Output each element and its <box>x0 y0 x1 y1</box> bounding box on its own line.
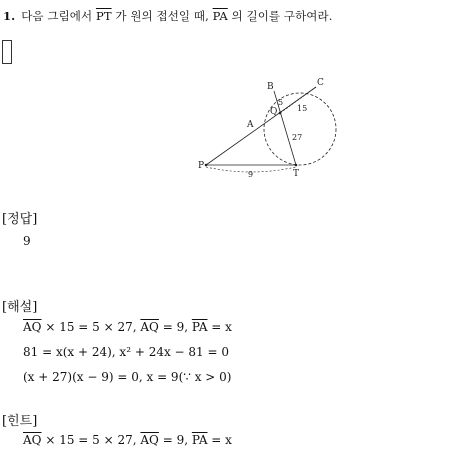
label-t: T <box>293 169 300 179</box>
answer-title: [정답] <box>2 212 38 227</box>
secant-pc <box>206 87 316 165</box>
answer-input-box[interactable] <box>2 40 12 64</box>
label-27: 27 <box>292 133 303 142</box>
question-line <box>3 8 332 24</box>
segment-pa: $\overline{PA}$ <box>212 9 228 23</box>
question-text-c: 의 길이를 구하여라. <box>227 9 333 23</box>
label-b: B <box>267 82 274 92</box>
answer-value: 9 <box>23 234 31 248</box>
question-text-b: 가 원의 접선일 때, <box>111 9 213 23</box>
label-c: C <box>317 78 324 88</box>
hint-title: [힌트] <box>2 414 38 429</box>
label-q: Q <box>270 107 278 117</box>
question-text-a: 다음 그림에서 <box>21 9 96 23</box>
question-number: 1. <box>3 9 16 23</box>
solution-line-3: (x + 27)(x − 9) = 0, x = 9(∵ x > 0) <box>23 370 232 384</box>
segment-pt: $\overline{PT}$ <box>95 9 112 23</box>
label-15: 15 <box>297 104 308 113</box>
label-a: A <box>247 120 254 130</box>
solution-line-1: $\overline{AQ} \times 15 = 5 \times 27$, $\overline{AQ} = 9$, $\overline{PA} = x$ <box>23 320 232 334</box>
geometry-figure <box>195 77 340 182</box>
hint-line-1: $\overline{AQ} \times 15 = 5 \times 27$, $\overline{AQ} = 9$, $\overline{PA} = x$ <box>23 433 232 447</box>
solution-line-2: 81 = x(x + 24), x² + 24x − 81 = 0 <box>23 345 230 359</box>
label-5: 5 <box>278 98 284 107</box>
label-9: 9 <box>248 170 254 179</box>
solution-title: [해설] <box>2 300 38 315</box>
circle-tangent-diagram <box>195 77 340 182</box>
label-p: P <box>198 161 205 171</box>
